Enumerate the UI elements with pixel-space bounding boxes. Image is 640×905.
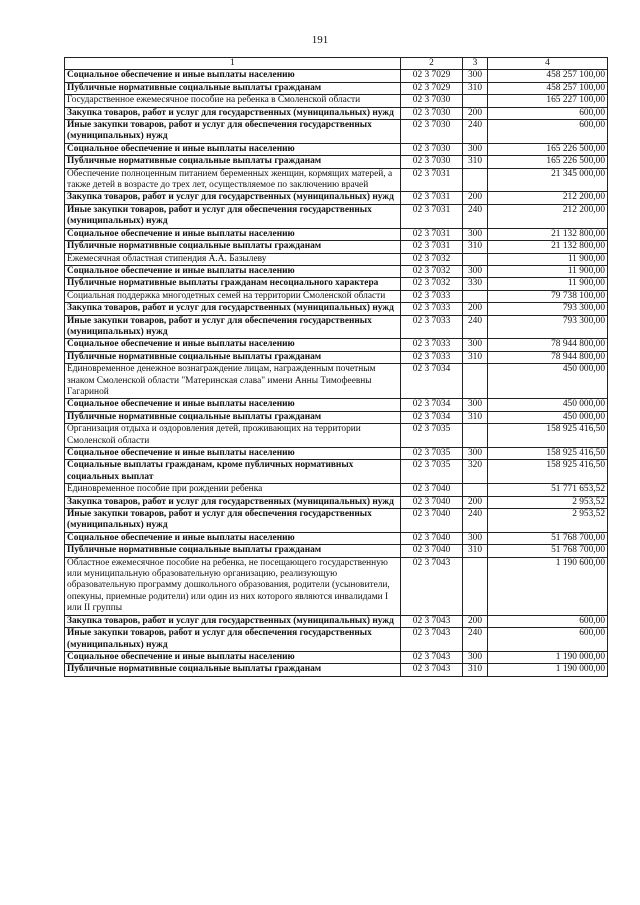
row-name: Иные закупки товаров, работ и услуг для обеспечения государственных (муниципальных) нужд <box>65 509 401 533</box>
table-row <box>65 290 608 302</box>
row-type: 310 <box>463 241 488 253</box>
row-type: 240 <box>463 509 488 533</box>
row-code: 02 3 7035 <box>401 424 463 448</box>
row-amount: 158 925 416,50 <box>488 448 608 460</box>
row-name: Единовременное денежное вознаграждение лицам, награжденным почетным знаком Смоленской области "Материнская слава" имени Анны Тимофеевны Гагариной <box>65 364 401 399</box>
row-code: 02 3 7030 <box>401 107 463 119</box>
table-row <box>65 460 608 484</box>
row-type: 240 <box>463 204 488 228</box>
row-amount: 458 257 100,00 <box>488 70 608 82</box>
row-name: Социальное обеспечение и иные выплаты населению <box>65 228 401 240</box>
row-type: 200 <box>463 496 488 508</box>
row-code: 02 3 7035 <box>401 460 463 484</box>
row-code: 02 3 7030 <box>401 120 463 144</box>
row-name: Социальное обеспечение и иные выплаты населению <box>65 70 401 82</box>
row-code: 02 3 7032 <box>401 278 463 290</box>
table-row <box>65 484 608 496</box>
row-code: 02 3 7031 <box>401 228 463 240</box>
row-amount: 11 900,00 <box>488 265 608 277</box>
row-name: Публичные нормативные выплаты гражданам несоциального характера <box>65 278 401 290</box>
row-type: 240 <box>463 628 488 652</box>
table-row <box>65 315 608 339</box>
row-type: 240 <box>463 120 488 144</box>
row-name: Публичные нормативные социальные выплаты гражданам <box>65 664 401 676</box>
budget-table-body <box>65 58 608 677</box>
row-type <box>463 364 488 399</box>
table-row <box>65 120 608 144</box>
row-code: 02 3 7031 <box>401 241 463 253</box>
row-code: 02 3 7040 <box>401 496 463 508</box>
row-amount: 1 190 000,00 <box>488 664 608 676</box>
row-name: Закупка товаров, работ и услуг для государственных (муниципальных) нужд <box>65 107 401 119</box>
table-row <box>65 628 608 652</box>
row-amount: 600,00 <box>488 615 608 627</box>
row-amount: 158 925 416,50 <box>488 460 608 484</box>
table-row <box>65 70 608 82</box>
row-type: 300 <box>463 651 488 663</box>
column-header-1: 1 <box>65 58 401 70</box>
row-code: 02 3 7032 <box>401 265 463 277</box>
row-type: 310 <box>463 82 488 94</box>
column-header-3: 3 <box>463 58 488 70</box>
row-name: Публичные нормативные социальные выплаты гражданам <box>65 351 401 363</box>
row-amount: 600,00 <box>488 120 608 144</box>
row-amount: 78 944 800,00 <box>488 339 608 351</box>
row-type: 200 <box>463 303 488 315</box>
row-amount: 21 132 800,00 <box>488 241 608 253</box>
row-amount: 2 953,52 <box>488 496 608 508</box>
row-name: Обеспечение полноценным питанием беременных женщин, кормящих матерей, а также детей в возрасте до трех лет, осуществляемое по заключению врачей <box>65 168 401 192</box>
row-code: 02 3 7043 <box>401 615 463 627</box>
row-type: 300 <box>463 143 488 155</box>
row-type: 240 <box>463 315 488 339</box>
row-type <box>463 557 488 615</box>
row-name: Социальное обеспечение и иные выплаты населению <box>65 399 401 411</box>
table-row <box>65 168 608 192</box>
row-type: 310 <box>463 156 488 168</box>
table-row <box>65 156 608 168</box>
budget-table <box>64 57 608 677</box>
row-name: Социальное обеспечение и иные выплаты населению <box>65 532 401 544</box>
row-amount: 1 190 600,00 <box>488 557 608 615</box>
row-name: Иные закупки товаров, работ и услуг для обеспечения государственных (муниципальных) нужд <box>65 628 401 652</box>
row-amount: 212 200,00 <box>488 192 608 204</box>
row-name: Закупка товаров, работ и услуг для государственных (муниципальных) нужд <box>65 496 401 508</box>
table-row <box>65 253 608 265</box>
row-code: 02 3 7033 <box>401 303 463 315</box>
row-name: Государственное ежемесячное пособие на ребенка в Смоленской области <box>65 95 401 107</box>
table-row <box>65 107 608 119</box>
row-code: 02 3 7030 <box>401 143 463 155</box>
row-code: 02 3 7030 <box>401 156 463 168</box>
row-amount: 165 226 500,00 <box>488 156 608 168</box>
table-row <box>65 651 608 663</box>
row-type <box>463 168 488 192</box>
row-name: Публичные нормативные социальные выплаты гражданам <box>65 241 401 253</box>
column-header-2: 2 <box>401 58 463 70</box>
table-row <box>65 204 608 228</box>
row-type: 310 <box>463 545 488 557</box>
table-row <box>65 95 608 107</box>
row-amount: 158 925 416,50 <box>488 424 608 448</box>
row-amount: 11 900,00 <box>488 278 608 290</box>
table-row <box>65 192 608 204</box>
row-amount: 1 190 000,00 <box>488 651 608 663</box>
table-row <box>65 278 608 290</box>
row-amount: 2 953,52 <box>488 509 608 533</box>
row-amount: 450 000,00 <box>488 411 608 423</box>
row-type: 200 <box>463 192 488 204</box>
table-row <box>65 351 608 363</box>
row-amount: 793 300,00 <box>488 315 608 339</box>
row-type: 300 <box>463 265 488 277</box>
row-name: Организация отдыха и оздоровления детей, проживающих на территории Смоленской области <box>65 424 401 448</box>
row-type: 310 <box>463 664 488 676</box>
row-code: 02 3 7029 <box>401 82 463 94</box>
row-code: 02 3 7033 <box>401 315 463 339</box>
row-code: 02 3 7033 <box>401 339 463 351</box>
row-amount: 51 768 700,00 <box>488 532 608 544</box>
table-row <box>65 664 608 676</box>
row-code: 02 3 7029 <box>401 70 463 82</box>
row-code: 02 3 7043 <box>401 664 463 676</box>
row-type: 200 <box>463 107 488 119</box>
row-code: 02 3 7040 <box>401 545 463 557</box>
row-amount: 21 345 000,00 <box>488 168 608 192</box>
row-amount: 51 768 700,00 <box>488 545 608 557</box>
table-row <box>65 303 608 315</box>
row-name: Иные закупки товаров, работ и услуг для обеспечения государственных (муниципальных) нужд <box>65 204 401 228</box>
row-code: 02 3 7043 <box>401 557 463 615</box>
row-type <box>463 253 488 265</box>
row-code: 02 3 7034 <box>401 399 463 411</box>
table-row <box>65 424 608 448</box>
row-code: 02 3 7043 <box>401 651 463 663</box>
row-type <box>463 95 488 107</box>
row-code: 02 3 7030 <box>401 95 463 107</box>
table-row <box>65 339 608 351</box>
table-row <box>65 143 608 155</box>
row-amount: 600,00 <box>488 628 608 652</box>
row-amount: 165 227 100,00 <box>488 95 608 107</box>
table-row <box>65 364 608 399</box>
table-row <box>65 448 608 460</box>
row-name: Социальное обеспечение и иные выплаты населению <box>65 651 401 663</box>
row-name: Закупка товаров, работ и услуг для государственных (муниципальных) нужд <box>65 615 401 627</box>
row-name: Социальное обеспечение и иные выплаты населению <box>65 339 401 351</box>
row-type <box>463 424 488 448</box>
row-code: 02 3 7031 <box>401 204 463 228</box>
table-row <box>65 496 608 508</box>
row-type: 310 <box>463 351 488 363</box>
row-type: 320 <box>463 460 488 484</box>
row-amount: 450 000,00 <box>488 399 608 411</box>
row-name: Публичные нормативные социальные выплаты гражданам <box>65 411 401 423</box>
row-name: Единовременное пособие при рождении ребенка <box>65 484 401 496</box>
table-row <box>65 228 608 240</box>
row-amount: 458 257 100,00 <box>488 82 608 94</box>
row-amount: 11 900,00 <box>488 253 608 265</box>
row-code: 02 3 7033 <box>401 290 463 302</box>
table-row <box>65 399 608 411</box>
row-code: 02 3 7034 <box>401 364 463 399</box>
table-row <box>65 265 608 277</box>
table-row <box>65 557 608 615</box>
row-type: 300 <box>463 448 488 460</box>
row-type: 300 <box>463 399 488 411</box>
row-amount: 78 944 800,00 <box>488 351 608 363</box>
row-name: Областное ежемесячное пособие на ребенка, не посещающего государственную или муниципальную образовательную организацию, реализующую образовательную программу дошкольного образования, родители (усыновители, опекуны, приемные родители) или один из них которого являются инвалидами I или II группы <box>65 557 401 615</box>
row-code: 02 3 7040 <box>401 532 463 544</box>
row-type: 200 <box>463 615 488 627</box>
row-amount: 51 771 653,52 <box>488 484 608 496</box>
row-type: 300 <box>463 228 488 240</box>
table-header-row <box>65 58 608 70</box>
row-name: Иные закупки товаров, работ и услуг для обеспечения государственных (муниципальных) нужд <box>65 120 401 144</box>
row-type: 300 <box>463 339 488 351</box>
table-row <box>65 241 608 253</box>
row-amount: 165 226 500,00 <box>488 143 608 155</box>
table-row <box>65 82 608 94</box>
row-code: 02 3 7031 <box>401 192 463 204</box>
page-number: 191 <box>311 34 329 46</box>
row-amount: 793 300,00 <box>488 303 608 315</box>
row-type <box>463 484 488 496</box>
row-code: 02 3 7043 <box>401 628 463 652</box>
row-code: 02 3 7040 <box>401 509 463 533</box>
row-type <box>463 290 488 302</box>
row-amount: 450 000,00 <box>488 364 608 399</box>
row-name: Публичные нормативные социальные выплаты гражданам <box>65 156 401 168</box>
row-name: Закупка товаров, работ и услуг для государственных (муниципальных) нужд <box>65 303 401 315</box>
column-header-4: 4 <box>488 58 608 70</box>
table-row <box>65 532 608 544</box>
row-type: 300 <box>463 70 488 82</box>
row-type: 300 <box>463 532 488 544</box>
row-amount: 600,00 <box>488 107 608 119</box>
table-row <box>65 545 608 557</box>
table-row <box>65 509 608 533</box>
row-code: 02 3 7035 <box>401 448 463 460</box>
row-name: Социальное обеспечение и иные выплаты населению <box>65 143 401 155</box>
row-name: Социальная поддержка многодетных семей на территории Смоленской области <box>65 290 401 302</box>
row-amount: 21 132 800,00 <box>488 228 608 240</box>
row-code: 02 3 7040 <box>401 484 463 496</box>
row-code: 02 3 7033 <box>401 351 463 363</box>
row-name: Социальное обеспечение и иные выплаты населению <box>65 265 401 277</box>
row-name: Социальные выплаты гражданам, кроме публичных нормативных социальных выплат <box>65 460 401 484</box>
row-amount: 79 738 100,00 <box>488 290 608 302</box>
row-name: Закупка товаров, работ и услуг для государственных (муниципальных) нужд <box>65 192 401 204</box>
row-name: Социальное обеспечение и иные выплаты населению <box>65 448 401 460</box>
row-code: 02 3 7031 <box>401 168 463 192</box>
table-row <box>65 411 608 423</box>
row-name: Публичные нормативные социальные выплаты гражданам <box>65 545 401 557</box>
row-type: 310 <box>463 411 488 423</box>
row-name: Ежемесячная областная стипендия А.А. Базылеву <box>65 253 401 265</box>
row-code: 02 3 7034 <box>401 411 463 423</box>
row-amount: 212 200,00 <box>488 204 608 228</box>
row-code: 02 3 7032 <box>401 253 463 265</box>
table-row <box>65 615 608 627</box>
row-name: Публичные нормативные социальные выплаты гражданам <box>65 82 401 94</box>
row-type: 330 <box>463 278 488 290</box>
row-name: Иные закупки товаров, работ и услуг для обеспечения государственных (муниципальных) нужд <box>65 315 401 339</box>
